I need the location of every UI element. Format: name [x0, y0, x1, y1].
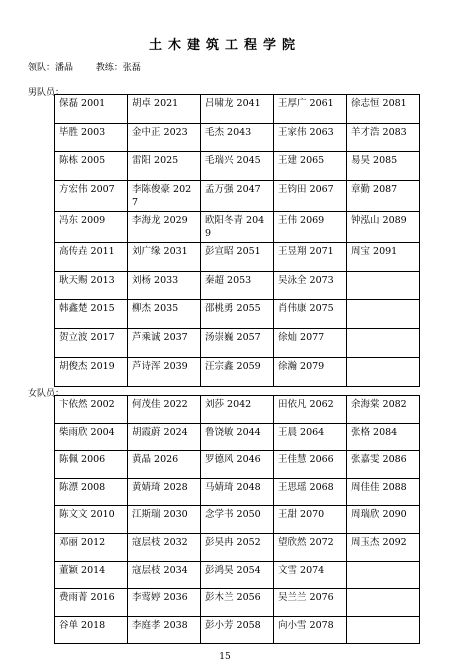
- roster-cell: 章勤 2087: [347, 181, 420, 212]
- roster-cell: 望欣然 2072: [274, 533, 347, 561]
- roster-cell: 江斯瑞 2030: [128, 506, 201, 534]
- roster-cell: 刘杨 2033: [128, 271, 201, 300]
- table-row: [55, 533, 420, 561]
- team-lead-line: [28, 60, 161, 73]
- roster-cell: 董颖 2014: [55, 561, 128, 589]
- roster-cell: 徐志恒 2081: [347, 95, 420, 124]
- roster-cell: 何茂佳 2022: [128, 396, 201, 424]
- table-row: [55, 616, 420, 644]
- roster-cell: 耿天赐 2013: [55, 271, 128, 300]
- roster-cell: 徐瀚 2079: [274, 357, 347, 386]
- men-roster-table: [54, 94, 420, 387]
- roster-cell: 黄晶 2026: [128, 451, 201, 479]
- roster-cell: 周瑞欣 2090: [347, 506, 420, 534]
- table-row: [55, 561, 420, 589]
- roster-cell: 田依凡 2062: [274, 396, 347, 424]
- table-row: [55, 357, 420, 386]
- roster-cell: 王佳慧 2066: [274, 451, 347, 479]
- table-row: [55, 152, 420, 181]
- women-section-label: 女队员：: [28, 389, 65, 399]
- roster-cell: 鲁饶敏 2044: [201, 423, 274, 451]
- roster-cell: 王伟 2069: [274, 212, 347, 243]
- table-row: [55, 396, 420, 424]
- roster-cell: 陈栋 2005: [55, 152, 128, 181]
- roster-cell: 刘广缘 2031: [128, 243, 201, 272]
- roster-cell: 吕啸龙 2041: [201, 95, 274, 124]
- roster-cell: 欧阳冬青 2049: [201, 212, 274, 243]
- roster-cell: 王甜 2070: [274, 506, 347, 534]
- roster-cell: 王晨 2064: [274, 423, 347, 451]
- roster-cell: 余海棠 2082: [347, 396, 420, 424]
- roster-cell: 念学书 2050: [201, 506, 274, 534]
- roster-cell: 寇层枝 2034: [128, 561, 201, 589]
- roster-cell: 邓丽 2012: [55, 533, 128, 561]
- page-title: 土木建筑工程学院: [148, 38, 301, 53]
- roster-cell: 罗德风 2046: [201, 451, 274, 479]
- women-roster-table: [54, 395, 420, 644]
- roster-cell: 王思瑶 2068: [274, 478, 347, 506]
- empty-cell: [347, 589, 420, 617]
- roster-cell: 刘莎 2042: [201, 396, 274, 424]
- empty-cell: [347, 329, 420, 358]
- table-row: [55, 589, 420, 617]
- table-row: [55, 451, 420, 479]
- empty-cell: [347, 616, 420, 644]
- roster-cell: 柴雨欣 2004: [55, 423, 128, 451]
- roster-cell: 马婧琦 2048: [201, 478, 274, 506]
- roster-cell: 李海龙 2029: [128, 212, 201, 243]
- table-row: [55, 423, 420, 451]
- roster-cell: 孟万强 2047: [201, 181, 274, 212]
- roster-cell: 秦超 2053: [201, 271, 274, 300]
- roster-cell: 毕胜 2003: [55, 123, 128, 152]
- table-row: [55, 271, 420, 300]
- table-row: [55, 95, 420, 124]
- roster-cell: 胡卓 2021: [128, 95, 201, 124]
- table-row: [55, 300, 420, 329]
- table-row: [55, 329, 420, 358]
- roster-cell: 李陈俊豪 2027: [128, 181, 201, 212]
- roster-cell: 谷单 2018: [55, 616, 128, 644]
- roster-cell: 张嘉雯 2086: [347, 451, 420, 479]
- roster-cell: 雷阳 2025: [128, 152, 201, 181]
- roster-cell: 芦诗浑 2039: [128, 357, 201, 386]
- roster-cell: 周玉杰 2092: [347, 533, 420, 561]
- empty-cell: [347, 271, 420, 300]
- roster-cell: 张格 2084: [347, 423, 420, 451]
- roster-cell: 胡霞蔚 2024: [128, 423, 201, 451]
- roster-cell: 李庭孝 2038: [128, 616, 201, 644]
- roster-cell: 胡俊杰 2019: [55, 357, 128, 386]
- roster-cell: 邵桃勇 2055: [201, 300, 274, 329]
- roster-cell: 毛瑞兴 2045: [201, 152, 274, 181]
- roster-cell: 陈佩 2006: [55, 451, 128, 479]
- roster-cell: 贺立波 2017: [55, 329, 128, 358]
- table-row: [55, 212, 420, 243]
- roster-cell: 寇层枝 2032: [128, 533, 201, 561]
- roster-cell: 王钧田 2067: [274, 181, 347, 212]
- roster-cell: 吴泳全 2073: [274, 271, 347, 300]
- table-row: [55, 243, 420, 272]
- roster-cell: 金中正 2023: [128, 123, 201, 152]
- roster-cell: 彭小芳 2058: [201, 616, 274, 644]
- roster-cell: 周佳佳 2088: [347, 478, 420, 506]
- table-row: [55, 506, 420, 534]
- roster-cell: 王厚广 2061: [274, 95, 347, 124]
- roster-cell: 黄婧琦 2028: [128, 478, 201, 506]
- table-row: [55, 181, 420, 212]
- roster-cell: 柳杰 2035: [128, 300, 201, 329]
- roster-cell: 易昊 2085: [347, 152, 420, 181]
- roster-cell: 费雨菁 2016: [55, 589, 128, 617]
- roster-cell: 方宏伟 2007: [55, 181, 128, 212]
- roster-cell: 彭木兰 2056: [201, 589, 274, 617]
- roster-cell: 羊才浩 2083: [347, 123, 420, 152]
- leader-text: 领队：潘晶: [28, 63, 74, 73]
- roster-cell: 钟泓山 2089: [347, 212, 420, 243]
- roster-cell: 王建 2065: [274, 152, 347, 181]
- empty-cell: [347, 357, 420, 386]
- roster-cell: 肖伟康 2075: [274, 300, 347, 329]
- table-row: [55, 478, 420, 506]
- roster-cell: 芦乘诚 2037: [128, 329, 201, 358]
- roster-cell: 韩鑫楚 2015: [55, 300, 128, 329]
- roster-cell: 陈文文 2010: [55, 506, 128, 534]
- roster-cell: 周宝 2091: [347, 243, 420, 272]
- table-row: [55, 123, 420, 152]
- roster-cell: 卞依然 2002: [55, 396, 128, 424]
- roster-cell: 吴兰兰 2076: [274, 589, 347, 617]
- roster-cell: 文雪 2074: [274, 561, 347, 589]
- roster-cell: 李莺婷 2036: [128, 589, 201, 617]
- roster-cell: 陈漂 2008: [55, 478, 128, 506]
- roster-cell: 毛杰 2043: [201, 123, 274, 152]
- roster-cell: 王昱翔 2071: [274, 243, 347, 272]
- roster-cell: 汤崇巍 2057: [201, 329, 274, 358]
- roster-cell: 保磊 2001: [55, 95, 128, 124]
- roster-cell: 王家伟 2063: [274, 123, 347, 152]
- roster-cell: 彭昊冉 2052: [201, 533, 274, 561]
- roster-cell: 徐灿 2077: [274, 329, 347, 358]
- roster-cell: 彭宣昭 2051: [201, 243, 274, 272]
- roster-cell: 向小雪 2078: [274, 616, 347, 644]
- roster-cell: 冯东 2009: [55, 212, 128, 243]
- coach-text: 教练：张磊: [95, 63, 141, 73]
- roster-cell: 高传垚 2011: [55, 243, 128, 272]
- roster-cell: 汪宗鑫 2059: [201, 357, 274, 386]
- empty-cell: [347, 300, 420, 329]
- roster-cell: 彭鸿昊 2054: [201, 561, 274, 589]
- empty-cell: [347, 561, 420, 589]
- men-section-label: 男队员：: [28, 88, 65, 98]
- page-number: 15: [219, 652, 231, 662]
